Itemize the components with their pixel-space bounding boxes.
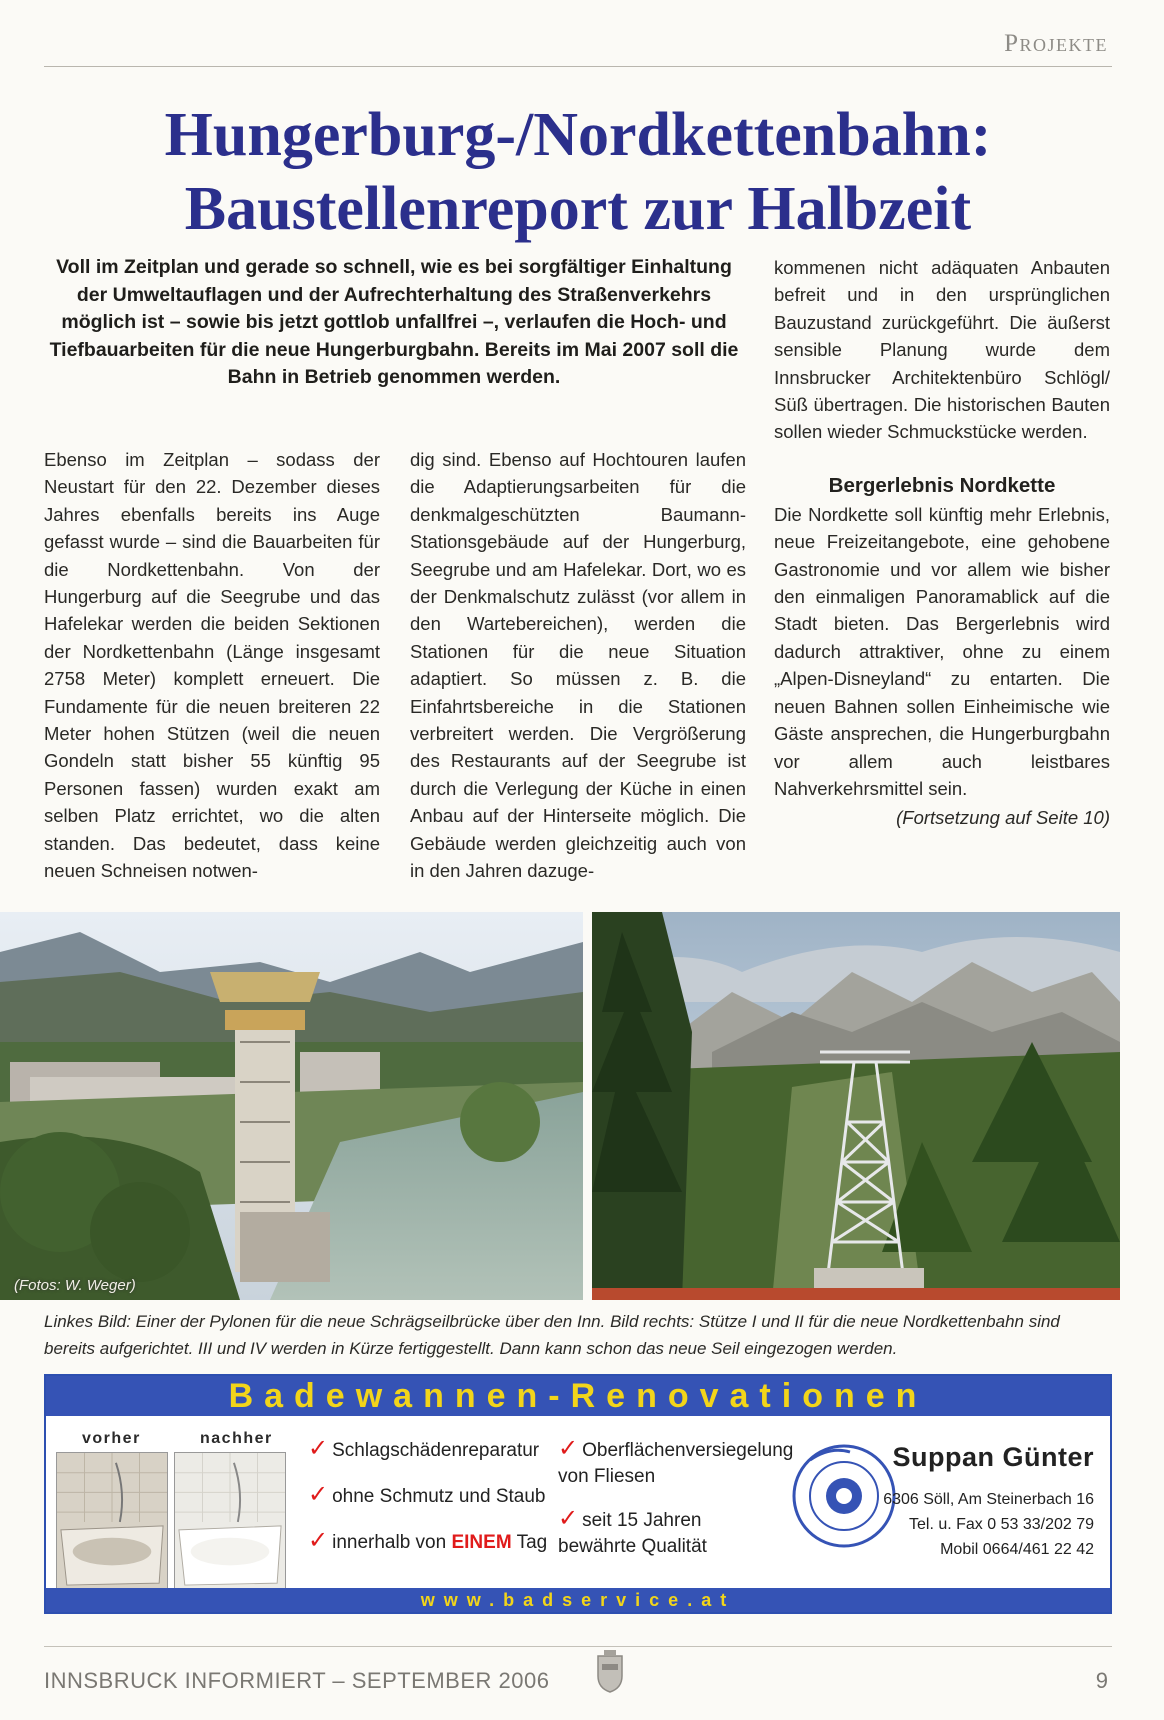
title-line-1: Hungerburg-/Nordkettenbahn: [164,101,992,169]
company-phone: Tel. u. Fax 0 53 33/202 79 [908,1516,1094,1533]
title-line-2: Baustellenreport zur Halbzeit [184,175,972,243]
check-icon: ✓ [558,1435,579,1462]
before-label: vorher [82,1430,141,1447]
feature-1 [308,1436,539,1464]
column-1-text: Ebenso im Zeitplan – sodass der Neustart für den 22. Dezember dieses Jahres ebenfalls bereits ins Auge gefasst wurde – sind die Bauarbeiten für die Nordkettenbahn. Von der Hungerburg auf die Seegrube und das Hafelekar werden die beiden Sektionen der Nordkettenbahn (Länge insgesamt 2758 Meter) komplett erneuert. Die Fundamente für die neuen breiteren 22 Meter hohen Stützen (weil die neuen Gondeln statt bisher 55 künftig 95 Personen fassen) wurden exakt am selben Platz errichtet, wo die alten standen. Das bedeutet, dass keine neuen Schneisen notwen- [44,449,380,882]
check-icon: ✓ [308,1435,329,1462]
text-column-1 [44,446,380,885]
company-address: 6306 Söll, Am Steinerbach 16 [883,1491,1094,1508]
column-2-text: dig sind. Ebenso auf Hochtouren laufen die Adaptierungsarbeiten für die denkmalgeschützten Baumann-Stationsgebäude auf der Hungerburg, Seegrube und am Hafelekar. Dort, wo es der Denkmalschutz zulässt (vor allem in den Wartebereichen), werden die Stationen für die neue Situation adaptiert. So müssen z. B. die Einfahrtsbereiche in die Stationen verbreitert werden. Die Vergrößerung des Restaurants auf der Seegrube ist durch die Verlegung der Küche in einen Anbau auf der Hinterseite möglich. Die Gebäude werden gleichzeitig auch von in den Jahren dazuge- [410,449,746,882]
continuation-note: (Fortsetzung auf Seite 10) [896,807,1110,829]
article-title [44,98,1112,246]
photo-credit: (Fotos: W. Weger) [14,1277,136,1294]
feature-2-text: ohne Schmutz und Staub [332,1486,546,1507]
publication-name: INNSBRUCK INFORMIERT – SEPTEMBER 2006 [44,1668,550,1693]
page-number: 9 [1095,1668,1108,1693]
feature-4 [558,1435,794,1490]
pylon-image [0,912,583,1300]
feature-3 [308,1528,547,1556]
photo-caption: Linkes Bild: Einer der Pylonen für die neue Schrägseilbrücke über den Inn. Bild rechts: Stütze I und II für die neue Nordkettenbahn sind bereits aufgerichtet. III und IV werden in Kürze fertiggestellt. Dann kann schon das neue Seil eingezogen werden. [44,1312,1060,1358]
city-crest-icon [596,1650,624,1694]
section-label: Projekte [1004,30,1108,57]
nordkette-image [592,912,1120,1300]
after-bathtub-image [174,1452,286,1590]
check-icon: ✓ [558,1505,579,1532]
feature-3-highlight: EINEM [451,1532,512,1553]
feature-4-text: Oberflächenversiegelung von Fliesen [558,1440,794,1487]
check-icon: ✓ [308,1481,329,1508]
check-icon: ✓ [308,1527,329,1554]
feature-3-pre: innerhalb von [332,1532,452,1553]
column-3-top-text: kommenen nicht adäquaten Anbauten befreit und in den ursprünglichen Bauzustand zurückgeführt. Die äußerst sensible Planung wurde dem Innsbrucker Architektenbüro Schlögl/ Süß übertragen. Die historischen Bauten sollen wieder Schmuckstücke werden. [774,257,1110,443]
column-3-bottom-text: Die Nordkette soll künftig mehr Erlebnis, neue Freizeitangebote, eine gehobene Gastronomie und vor allem wie bisher den einmaligen Panoramablick auf die Stadt bieten. Das Bergerlebnis wird dadurch attraktiver, ohne zu einem „Alpen-Disneyland“ zu entarten. Die neuen Bahnen sollen Einheimische wie Gäste ansprechen, die Hungerburgbahn vor allem auch leistbares Nahverkehrsmittel sein. [774,503,1110,799]
text-column-3 [774,254,1110,832]
feature-5-text: seit 15 Jahren bewährte Qualität [558,1510,707,1557]
after-label: nachher [200,1430,273,1447]
article-lead: Voll im Zeitplan und gerade so schnell, wie es bei sorgfältiger Einhaltung der Umweltauflagen und der Aufrechterhaltung des Straßenverkehrs möglich ist – sowie bis jetzt gottlob unfallfrei –, verlaufen die Hoch- und Tiefbauarbeiten für die neue Hungerburgbahn. Bereits im Mai 2007 soll die Bahn in Betrieb genommen werden. [49,256,739,388]
photo-nordkette-pylon [592,912,1120,1300]
company-name: Suppan Günter [892,1442,1094,1472]
photo-pylon-inn [0,912,583,1300]
ad-title: Badewannen-Renovationen [46,1376,1110,1416]
feature-1-text: Schlagschädenreparatur [332,1440,540,1461]
bottom-divider [44,1646,1112,1647]
company-mobile: Mobil 0664/461 22 42 [940,1541,1094,1558]
feature-5 [558,1506,768,1560]
feature-2 [308,1482,545,1510]
ad-website[interactable]: www.badservice.at [46,1588,1110,1612]
text-column-2 [410,446,746,885]
before-bathtub-image [56,1452,168,1590]
subheading: Bergerlebnis Nordkette [828,473,1056,497]
company-info [874,1442,1094,1562]
feature-3-post: Tag [511,1532,548,1553]
top-divider [44,66,1112,67]
advertisement [44,1374,1112,1614]
